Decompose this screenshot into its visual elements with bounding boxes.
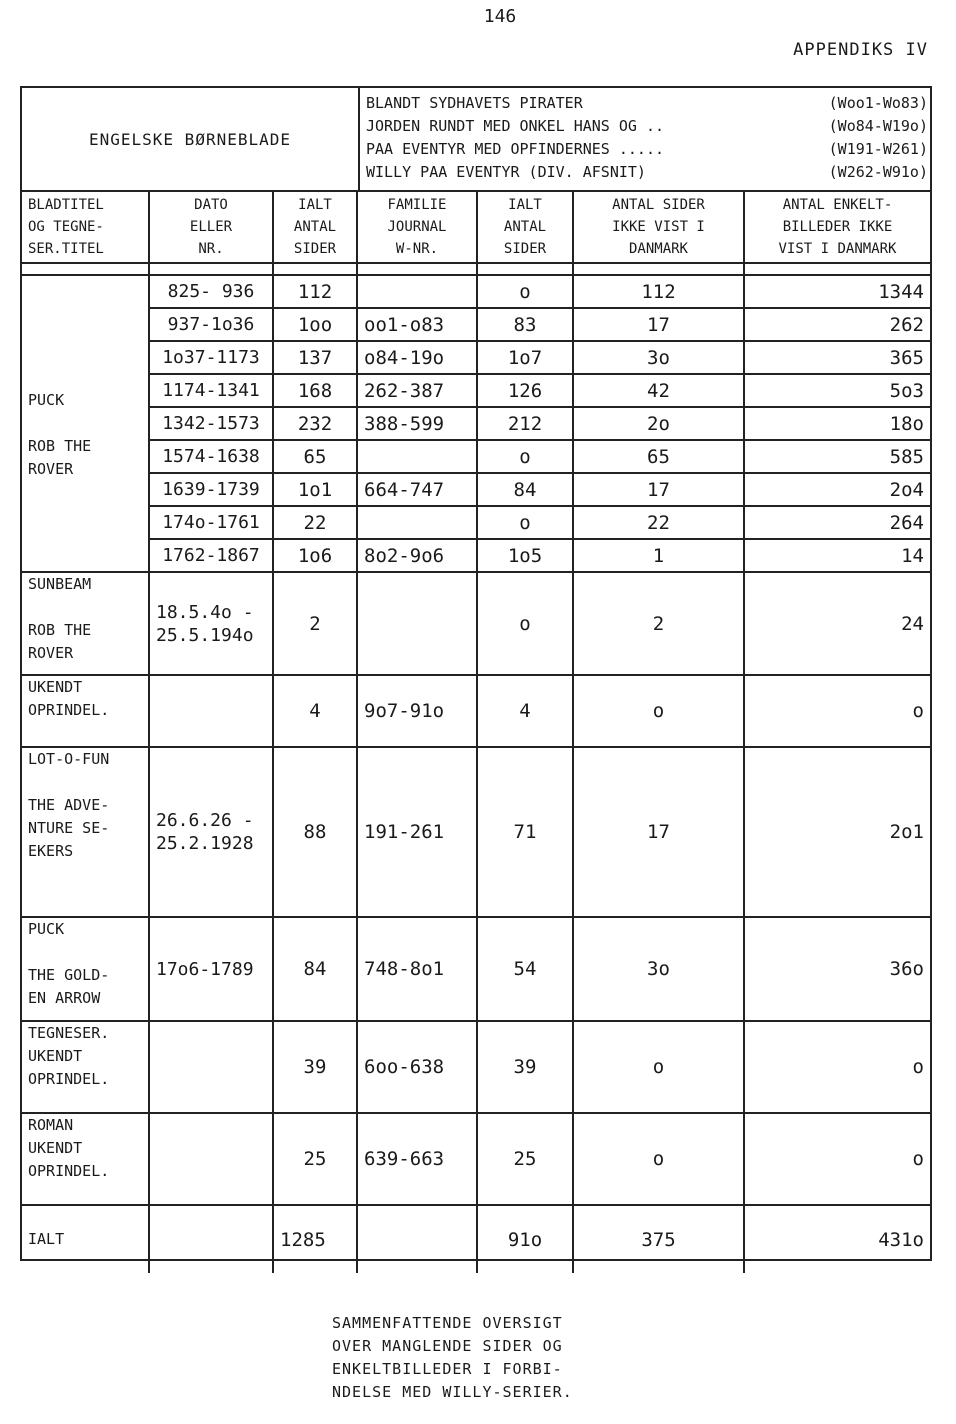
row-title	[22, 275, 149, 572]
col-sider: 1	[573, 539, 744, 572]
col-ialt: 4	[273, 675, 357, 747]
text-line: UKENDT	[28, 1047, 83, 1065]
col-ialt: 25	[273, 1113, 357, 1205]
series-range: (W191-W261)	[828, 140, 928, 158]
col-wnr	[357, 1205, 477, 1273]
caption-line: SAMMENFATTENDE OVERSIGT	[332, 1314, 563, 1332]
col-billeder: o	[744, 1021, 930, 1113]
title-line: ROVER	[28, 460, 74, 478]
col-dato: 1574-1638	[149, 440, 273, 473]
total-label: IALT	[22, 1205, 149, 1273]
spacer-row	[22, 263, 930, 275]
text-line: 25.5.194o	[156, 624, 254, 646]
col-ialt: 22	[273, 506, 357, 539]
col-wnr-header: FAMILIE JOURNAL W-NR.	[357, 192, 477, 263]
col-wnr: oo1-o83	[357, 308, 477, 341]
header-left-title: ENGELSKE BØRNEBLADE	[22, 88, 360, 190]
caption-line: ENKELTBILLEDER I FORBI-	[332, 1360, 563, 1378]
col-dato	[149, 675, 273, 747]
col-billeder: 18o	[744, 407, 930, 440]
spacer-cell	[573, 263, 744, 275]
text-line: TEGNESER.	[28, 1024, 110, 1042]
text-line: UKENDT	[28, 678, 83, 696]
col-wnr: 262-387	[357, 374, 477, 407]
series-name: BLANDT SYDHAVETS PIRATER	[366, 94, 583, 112]
text-line: PUCK	[28, 920, 65, 938]
table-row	[22, 747, 930, 917]
col-dato: 1342-1573	[149, 407, 273, 440]
text-line: OPRINDEL.	[28, 1162, 110, 1180]
col-billeder: o	[744, 1113, 930, 1205]
col-wnr	[357, 275, 477, 308]
total-billeder: 431o	[744, 1205, 930, 1273]
series-line	[366, 92, 928, 115]
title-line	[28, 366, 142, 389]
col-ialt: 1o1	[273, 473, 357, 506]
col-ialt2: 1o7	[477, 341, 573, 374]
col-ialt: 168	[273, 374, 357, 407]
caption-line: OVER MANGLENDE SIDER OG	[332, 1337, 563, 1355]
col-dato: 174o-1761	[149, 506, 273, 539]
page-number: 146	[483, 6, 517, 27]
col-ialt: 112	[273, 275, 357, 308]
col-sider: 17	[573, 747, 744, 917]
total-ialt: 1285	[273, 1205, 357, 1273]
col-ialt: 1oo	[273, 308, 357, 341]
series-line	[366, 138, 928, 161]
table-row	[22, 308, 930, 341]
title-line: PUCK	[28, 391, 65, 409]
table-row	[22, 506, 930, 539]
text-line: ROB THE	[28, 621, 92, 639]
col-sider: o	[573, 1113, 744, 1205]
table-row	[22, 675, 930, 747]
table-row	[22, 341, 930, 374]
row-title	[22, 747, 149, 917]
col-billeder: 5o3	[744, 374, 930, 407]
col-ialt: 84	[273, 917, 357, 1021]
text-line	[28, 596, 142, 619]
col-ialt2: 1o5	[477, 539, 573, 572]
table-row	[22, 473, 930, 506]
col-ialt2: 84	[477, 473, 573, 506]
text-line: 25.2.1928	[156, 833, 254, 854]
text-line: EKERS	[28, 842, 74, 860]
col-billeder: 1344	[744, 275, 930, 308]
col-billeder: 264	[744, 506, 930, 539]
col-dato	[149, 572, 273, 675]
data-grid	[22, 192, 930, 1273]
series-range: (Woo1-Wo83)	[828, 94, 928, 112]
col-sider: 17	[573, 473, 744, 506]
spacer-cell	[744, 263, 930, 275]
col-wnr	[357, 572, 477, 675]
col-wnr: 191-261	[357, 747, 477, 917]
text-line: 18.5.4o -	[156, 601, 254, 623]
row-title	[22, 1021, 149, 1113]
col-sider: o	[573, 1021, 744, 1113]
table-row	[22, 374, 930, 407]
series-name: JORDEN RUNDT MED ONKEL HANS OG ..	[366, 117, 665, 135]
series-name: PAA EVENTYR MED OPFINDERNES .....	[366, 140, 665, 158]
col-wnr: 639-663	[357, 1113, 477, 1205]
col-billeder: o	[744, 675, 930, 747]
col-ialt: 65	[273, 440, 357, 473]
col-sider: 2	[573, 572, 744, 675]
caption	[332, 1312, 573, 1404]
col-billeder: 24	[744, 572, 930, 675]
text-line	[156, 1148, 266, 1171]
col-dato: 1174-1341	[149, 374, 273, 407]
text-line: OPRINDEL.	[28, 701, 110, 719]
col-sider: 42	[573, 374, 744, 407]
text-line	[28, 771, 142, 794]
table-row	[22, 572, 930, 675]
series-line	[366, 161, 928, 184]
col-sider: 3o	[573, 341, 744, 374]
spacer-cell	[477, 263, 573, 275]
col-billeder: 2o4	[744, 473, 930, 506]
col-ialt2: 83	[477, 308, 573, 341]
col-billeder: 262	[744, 308, 930, 341]
col-dato-header: DATO ELLER NR.	[149, 192, 273, 263]
text-line: UKENDT	[28, 1139, 83, 1157]
table-row	[22, 407, 930, 440]
col-ialt2: o	[477, 506, 573, 539]
col-dato: 825- 936	[149, 275, 273, 308]
col-dato	[149, 747, 273, 917]
text-line: 26.6.26 -	[156, 810, 254, 831]
text-line: THE GOLD-	[28, 966, 110, 984]
col-ialt2: o	[477, 572, 573, 675]
col-ialt: 232	[273, 407, 357, 440]
text-line: SUNBEAM	[28, 575, 92, 593]
col-dato	[149, 1205, 273, 1273]
text-line: 17o6-1789	[156, 958, 254, 980]
col-dato: 937-1o36	[149, 308, 273, 341]
col-wnr: 9o7-91o	[357, 675, 477, 747]
title-line: ROB THE	[28, 437, 92, 455]
col-billeder: 14	[744, 539, 930, 572]
appendix-label: APPENDIKS IV	[793, 40, 928, 60]
table-row	[22, 1021, 930, 1113]
series-line	[366, 115, 928, 138]
table-row	[22, 917, 930, 1021]
col-sider: 2o	[573, 407, 744, 440]
column-header-row	[22, 192, 930, 263]
col-sider-header: ANTAL SIDER IKKE VIST I DANMARK	[573, 192, 744, 263]
col-billeder: 365	[744, 341, 930, 374]
col-ialt2: 25	[477, 1113, 573, 1205]
row-title	[22, 1113, 149, 1205]
col-ialt: 39	[273, 1021, 357, 1113]
col-ialt: 1o6	[273, 539, 357, 572]
col-ialt2: o	[477, 275, 573, 308]
row-title	[22, 675, 149, 747]
text-line	[156, 1056, 266, 1079]
col-ialt: 2	[273, 572, 357, 675]
col-dato	[149, 1113, 273, 1205]
col-title-header: BLADTITEL OG TEGNE- SER.TITEL	[22, 192, 149, 263]
row-title	[22, 917, 149, 1021]
caption-line: NDELSE MED WILLY-SERIER.	[332, 1383, 573, 1401]
series-range: (Wo84-W19o)	[828, 117, 928, 135]
text-line: THE ADVE-	[28, 796, 110, 814]
total-ialt2: 91o	[477, 1205, 573, 1273]
text-line: ROVER	[28, 644, 74, 662]
col-wnr: 748-8o1	[357, 917, 477, 1021]
col-ialt2: 212	[477, 407, 573, 440]
col-billeder: 585	[744, 440, 930, 473]
col-dato	[149, 1021, 273, 1113]
col-sider: 65	[573, 440, 744, 473]
table-row	[22, 440, 930, 473]
text-line: EN ARROW	[28, 989, 101, 1007]
col-wnr: 388-599	[357, 407, 477, 440]
col-wnr: 6oo-638	[357, 1021, 477, 1113]
spacer-cell	[273, 263, 357, 275]
col-wnr: 8o2-9o6	[357, 539, 477, 572]
col-billeder: 36o	[744, 917, 930, 1021]
col-wnr: o84-19o	[357, 341, 477, 374]
series-range: (W262-W91o)	[828, 163, 928, 181]
col-ialt2: o	[477, 440, 573, 473]
spacer-cell	[357, 263, 477, 275]
spacer-cell	[149, 263, 273, 275]
col-sider: 3o	[573, 917, 744, 1021]
table-row	[22, 275, 930, 308]
col-dato: 1o37-1173	[149, 341, 273, 374]
col-wnr: 664-747	[357, 473, 477, 506]
title-line	[28, 412, 142, 435]
col-dato: 1639-1739	[149, 473, 273, 506]
col-sider: 17	[573, 308, 744, 341]
col-ialt: 137	[273, 341, 357, 374]
text-line	[28, 941, 142, 964]
col-wnr	[357, 506, 477, 539]
col-billeder-header: ANTAL ENKELT- BILLEDER IKKE VIST I DANMARK	[744, 192, 930, 263]
col-sider: 22	[573, 506, 744, 539]
col-ialt2: 126	[477, 374, 573, 407]
series-name: WILLY PAA EVENTYR (DIV. AFSNIT)	[366, 163, 646, 181]
col-dato: 1762-1867	[149, 539, 273, 572]
text-line	[156, 700, 266, 723]
col-ialt2: 39	[477, 1021, 573, 1113]
col-dato	[149, 917, 273, 1021]
col-sider: o	[573, 675, 744, 747]
table-row	[22, 1113, 930, 1205]
table-header	[22, 88, 930, 192]
col-sider: 112	[573, 275, 744, 308]
total-row	[22, 1205, 930, 1273]
table-row	[22, 539, 930, 572]
text-line: OPRINDEL.	[28, 1070, 110, 1088]
text-line: NTURE SE-	[28, 819, 110, 837]
col-ialt2: 4	[477, 675, 573, 747]
col-ialt2: 54	[477, 917, 573, 1021]
row-title	[22, 572, 149, 675]
series-list	[366, 92, 928, 184]
col-ialt2: 71	[477, 747, 573, 917]
col-ialt2-header: IALT ANTAL SIDER	[477, 192, 573, 263]
col-ialt: 88	[273, 747, 357, 917]
summary-table	[20, 86, 932, 1261]
col-billeder: 2o1	[744, 747, 930, 917]
text-line: LOT-O-FUN	[28, 750, 110, 768]
text-line: ROMAN	[28, 1116, 74, 1134]
spacer-cell	[22, 263, 149, 275]
total-sider: 375	[573, 1205, 744, 1273]
col-ialt-header: IALT ANTAL SIDER	[273, 192, 357, 263]
col-wnr	[357, 440, 477, 473]
